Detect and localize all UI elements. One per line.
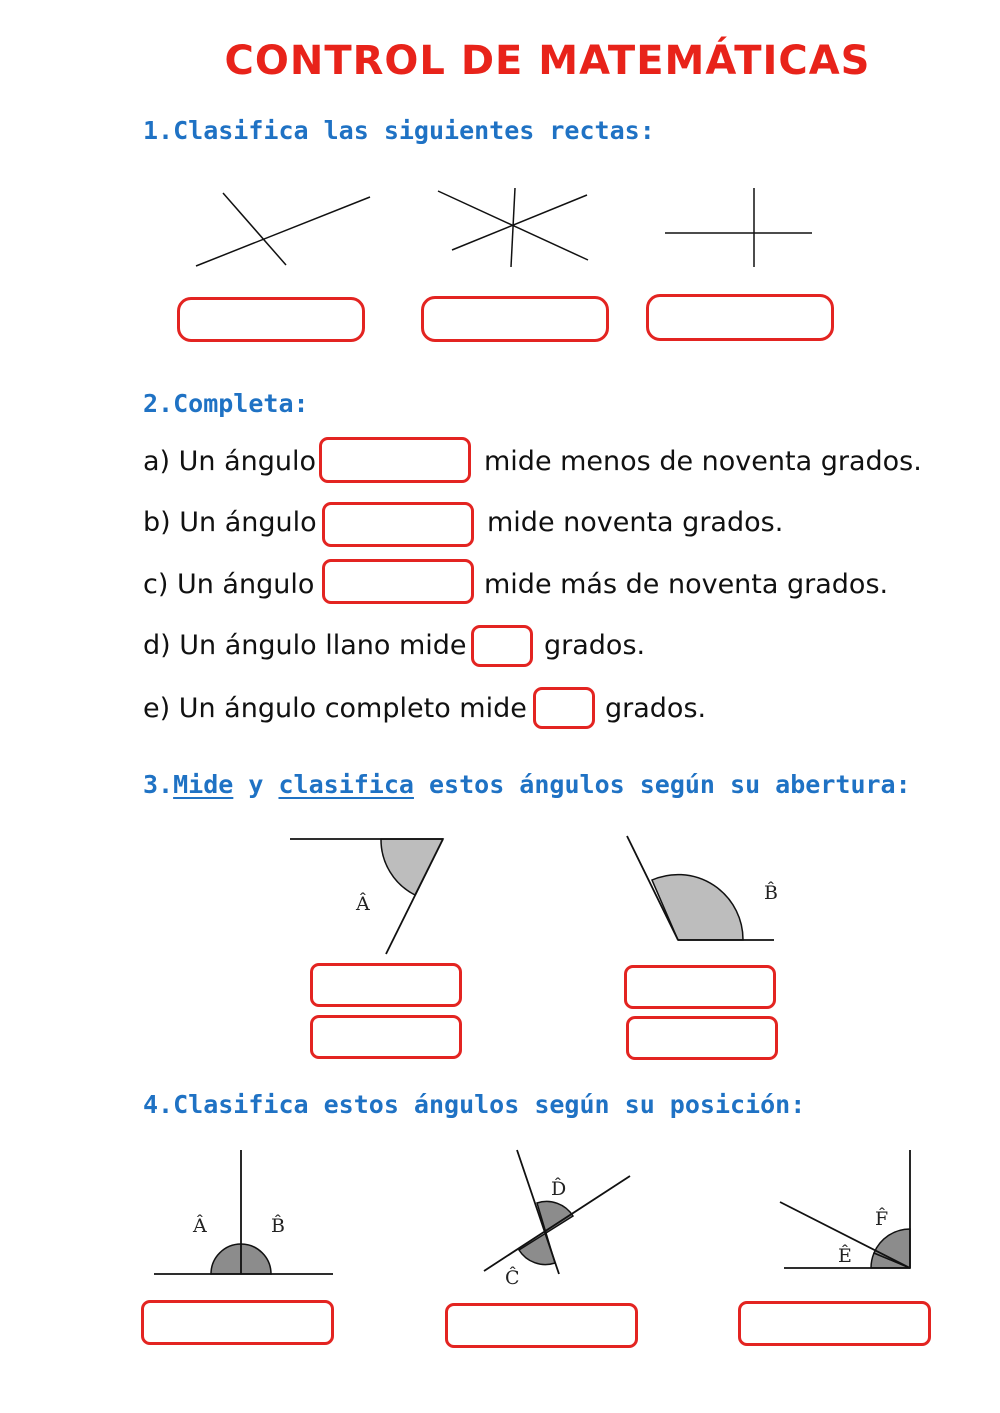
figure-4b-label-c: Ĉ — [505, 1267, 520, 1289]
item-a-rest: mide menos de noventa grados. — [484, 446, 922, 477]
clasifica-word: clasifica — [278, 770, 414, 799]
figure-4a-label-b: B̂ — [271, 1215, 285, 1237]
figure-4a-label-a: Â — [193, 1215, 207, 1237]
answer-box-4c[interactable] — [738, 1301, 931, 1346]
item-c-text: c) Un ángulo — [143, 569, 315, 600]
page-title: CONTROL DE MATEMÁTICAS — [224, 38, 871, 84]
section-3-and: y — [233, 770, 279, 799]
section-3-number: 3. — [143, 770, 174, 799]
figure-4b-label-d: D̂ — [551, 1178, 567, 1200]
item-b-text: b) Un ángulo — [143, 507, 317, 538]
section-4-heading: 4.Clasifica estos ángulos según su posición: — [143, 1090, 806, 1119]
section-2-heading: 2.Completa: — [143, 389, 309, 418]
angle-b-label: B̂ — [764, 882, 778, 904]
item-d-rest: grados. — [544, 630, 646, 661]
item-d-text: d) Un ángulo llano mide — [143, 630, 467, 661]
item-a-text: a) Un ángulo — [143, 446, 317, 477]
figure-4c-label-e: Ê — [838, 1245, 852, 1267]
angle-a-label: Â — [356, 893, 370, 915]
mide-word: Mide — [173, 770, 234, 799]
answer-box-4a[interactable] — [141, 1300, 334, 1345]
item-b-rest: mide noventa grados. — [487, 507, 784, 538]
answer-box-4b[interactable] — [445, 1303, 638, 1348]
figure-4c-label-f: F̂ — [875, 1208, 889, 1230]
item-e-rest: grados. — [605, 693, 707, 724]
section-1-heading: 1.Clasifica las siguientes rectas: — [143, 116, 655, 145]
section-3-rest: estos ángulos según su abertura: — [413, 770, 911, 799]
item-e-text: e) Un ángulo completo mide — [143, 693, 527, 724]
item-c-rest: mide más de noventa grados. — [484, 569, 889, 600]
